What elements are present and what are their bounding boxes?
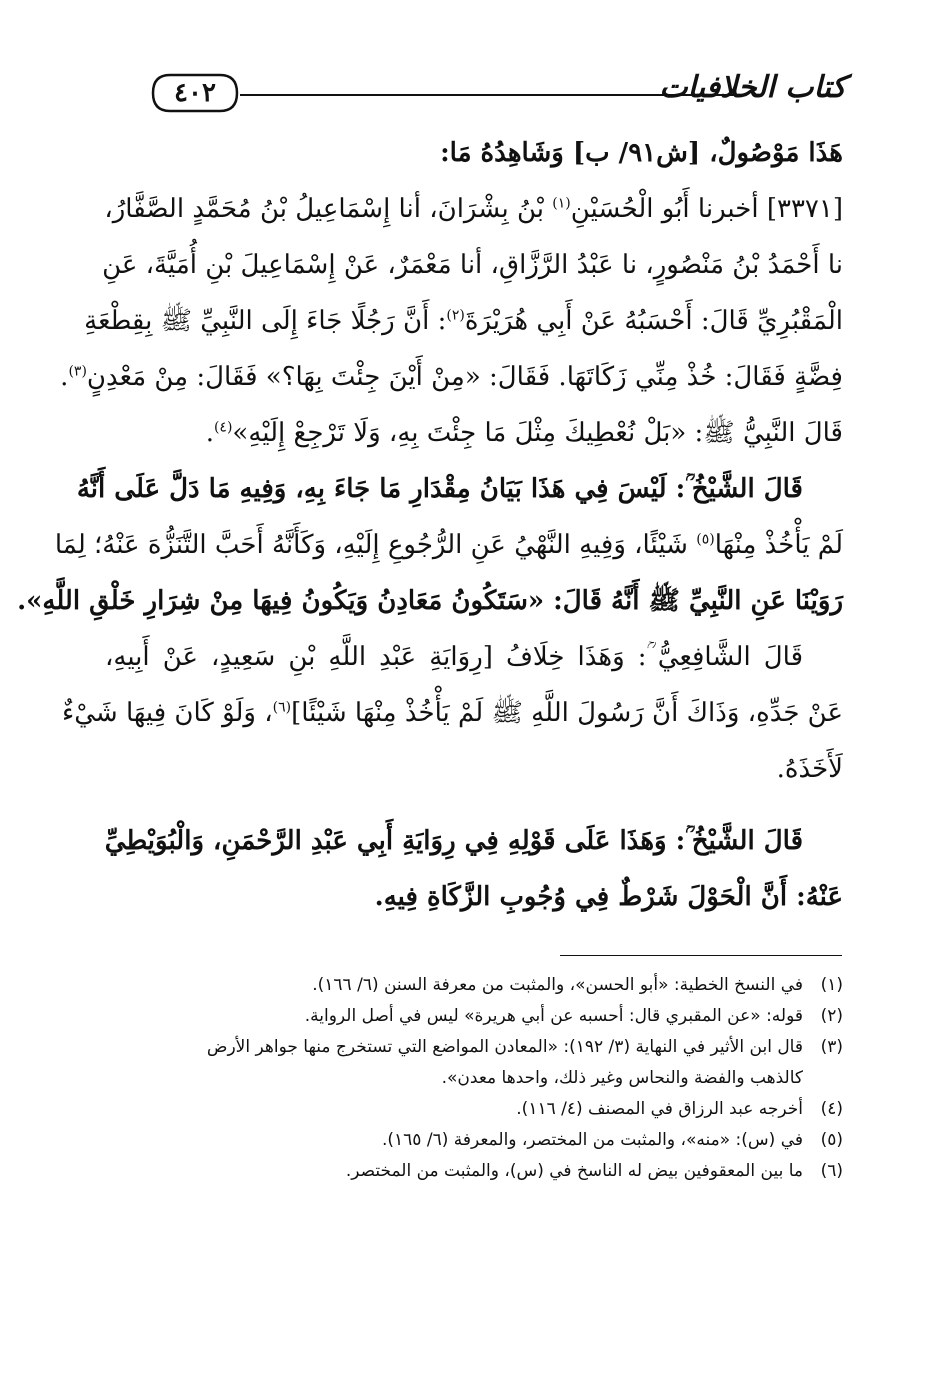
- footnote: [105, 970, 843, 1001]
- header-rule: [240, 94, 740, 96]
- footnote: [105, 1125, 843, 1156]
- main-text: [17, 125, 843, 925]
- footnote-marker: (٤): [213, 419, 233, 436]
- footnote-number: (٤): [820, 1099, 843, 1119]
- footnote: [105, 1001, 843, 1032]
- footnote-continuation: [105, 1063, 843, 1094]
- footnote-number: (٥): [820, 1130, 843, 1150]
- text-line: قَالَ الشَّيْخُ ؒ: لَيْسَ فِي هَذَا بَيَانُ مِقْدَارِ مَا جَاءَ بِهِ، وَفِيهِ مَا دَلَّ عَلَى أَنَّهُ: [76, 474, 803, 504]
- footnote-text: أخرجه عبد الرزاق في المصنف (٤/ ١١٦).: [516, 1099, 803, 1119]
- footnote: [105, 1156, 843, 1187]
- paragraph-gap: [105, 797, 843, 813]
- page-number-badge: [150, 72, 240, 114]
- footnote-number: (١): [820, 975, 843, 995]
- footnote-marker: (٣): [68, 363, 87, 380]
- page-number: ٤٠٢: [174, 78, 216, 108]
- footnote-text: في النسخ الخطية: «أبو الحسن»، والمثبت من معرفة السنن (٦/ ١٦٦).: [312, 975, 803, 995]
- text-line: لَمْ يَأْخُذْ مِنْهَا$^{(٥)}$ شَيْئًا، وَفِيهِ النَّهْيُ عَنِ الرُّجُوعِ إِلَيْهِ، وَكَأَنَّهُ أَحَبَّ التَّنَزُّهَ عَنْهُ؛ لِمَا: [54, 530, 843, 560]
- text-line: لَأَخَذَهُ.: [776, 754, 843, 784]
- text-line: عَنْ جَدِّهِ، وَذَاكَ أَنَّ رَسُولَ اللَّهِ ﷺ لَمْ يَأْخُذْ مِنْهَا شَيْئًا]$^{(٦)}$، وَلَوْ كَانَ فِيهَا شَيْءٌ: [62, 698, 843, 728]
- footnote-rule: [560, 955, 842, 956]
- text-line: قَالَ النَّبِيُّ ﷺ: «بَلْ نُعْطِيكَ مِثْلَ مَا جِئْتَ بِهِ، وَلَا تَرْجِعْ إِلَيْهِ»$^{(٤)}$.: [205, 418, 843, 448]
- footnote-text: قال ابن الأثير في النهاية (٣/ ١٩٢): «المعادن المواضع التي تستخرج منها جواهر الأرض: [206, 1037, 803, 1057]
- footnotes: [105, 970, 843, 1187]
- text-line: قَالَ الشَّيْخُ ؒ: وَهَذَا عَلَى قَوْلِهِ فِي رِوَايَةِ أَبِي عَبْدِ الرَّحْمَنِ، وَالْبُوَيْطِيِّ: [104, 826, 803, 856]
- footnote-text: في (س): «منه»، والمثبت من المختصر، والمعرفة (٦/ ١٦٥).: [381, 1130, 803, 1150]
- footnote-marker: (٦): [272, 699, 292, 716]
- text-line: عَنْهُ: أَنَّ الْحَوْلَ شَرْطٌ فِي وُجُوبِ الزَّكَاةِ فِيهِ.: [374, 882, 843, 912]
- text-line: فِضَّةٍ فَقَالَ: خُذْ مِنِّي زَكَاتَهَا. فَقَالَ: «مِنْ أَيْنَ جِئْتَ بِهَا؟» فَقَالَ: مِنْ مَعْدِنٍ$^{(٣)}$.: [60, 362, 843, 392]
- footnote-text: كالذهب والفضة والنحاس وغير ذلك، واحدها معدن».: [441, 1068, 803, 1088]
- footnote-text: قوله: «عن المقبري قال: أحسبه عن أبي هريرة» ليس في أصل الرواية.: [304, 1006, 803, 1026]
- footnote: [105, 1032, 843, 1063]
- text-line: رَوَيْنَا عَنِ النَّبِيِّ ﷺ أَنَّهُ قَالَ: «سَتَكُونُ مَعَادِنُ وَيَكُونُ فِيهَا مِنْ شِرَارِ خَلْقِ اللَّهِ».: [17, 586, 843, 616]
- text-line: قَالَ الشَّافِعِيُّ ؒ: وَهَذَا خِلَافُ [رِوَايَةِ عَبْدِ اللَّهِ بْنِ سَعِيدٍ، عَنْ أَبِيهِ،: [105, 642, 803, 672]
- footnote-text: ما بين المعقوفين بيض له الناسخ في (س)، والمثبت من المختصر.: [345, 1161, 803, 1181]
- text-line: هَذَا مَوْصُولٌ، [ش٩١/ ب] وَشَاهِدُهُ مَا:: [440, 138, 843, 168]
- footnote-number: (٢): [820, 1006, 843, 1026]
- footnote-number: (٣): [820, 1037, 843, 1057]
- text-line: نا أَحْمَدُ بْنُ مَنْصُورٍ، نا عَبْدُ الرَّزَّاقِ، أنا مَعْمَرٌ، عَنْ إِسْمَاعِيلَ بْنِ أُمَيَّةَ، عَنِ: [102, 250, 843, 280]
- text-line: [٣٣٧١] أخبرنا أَبُو الْحُسَيْنِ$^{(١)}$ بْنُ بِشْرَانَ، أنا إِسْمَاعِيلُ بْنُ مُحَمَّدٍ الصَّفَّارُ،: [104, 194, 843, 224]
- footnote-number: (٦): [820, 1161, 843, 1181]
- footnote-marker: (٥): [696, 531, 715, 548]
- text-line: الْمَقْبُرِيِّ قَالَ: أَحْسَبُهُ عَنْ أَبِي هُرَيْرَةَ$^{(٢)}$: أَنَّ رَجُلًا جَاءَ إِلَى النَّبِيِّ ﷺ بِقِطْعَةِ: [84, 306, 843, 336]
- page-header: [0, 60, 941, 120]
- footnote-marker: (٢): [446, 307, 465, 324]
- footnote-marker: (١): [552, 195, 571, 212]
- book-title: كتاب الخلافيات: [659, 70, 846, 105]
- footnote: [105, 1094, 843, 1125]
